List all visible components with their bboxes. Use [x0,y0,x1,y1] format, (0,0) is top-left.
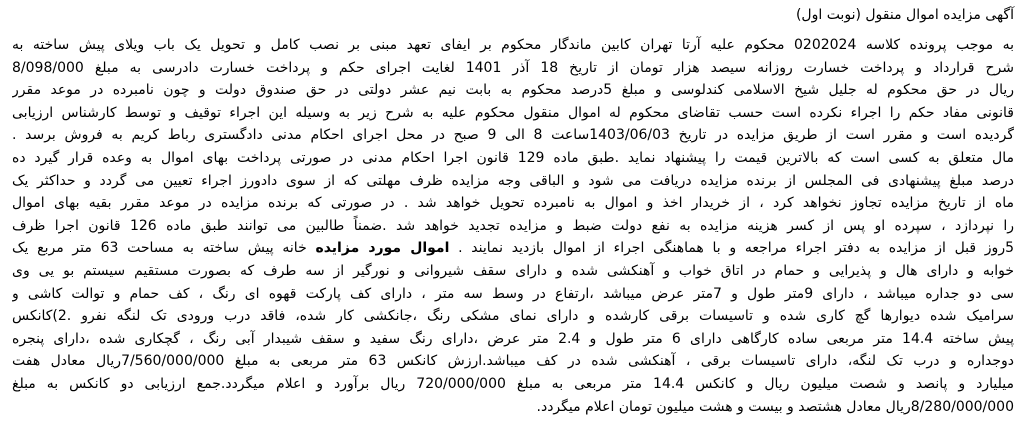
body-line-last: 8/280/000/000ریال معادل هشتصد و بیست و هشت میلیون تومان اعلام میگردد. [536,398,1014,415]
body-line: گردیده است و مقرر است از طریق مزایده در تاریخ 1403/06/03ساعت 8 الی 9 صبح در محل اجرای احکام مدنی دادگستری رباط کریم به فروش برسد . [12,127,1014,144]
body-line: به موجب پرونده کلاسه 0202024 محکوم علیه آرتا تهران کابین ماندگار محکوم بر ایفای تعهد مبنی بر نصب کامل و تحویل یک باب ویلای پیش ساخته به [12,37,1014,53]
body-line: میلیارد و پانصد و شصت میلیون ریال و کانکس 14.4 متر مربعی به مبلغ 720/000/000 ریال برآورد و اعلام میگردد.جمع ارزیابی دو کانکس به مبلغ [12,375,1014,392]
body-line: را نپردازد ، سپرده او پس از کسر هزینه مزایده به نفع دولت ضبط و مزایده تجدید خواهد شد .ضمناً طالبین می توانند طبق ماده 126 قانون اجرا ظرف [12,217,1014,234]
body-line: پیش ساخته 14.4 متر مربعی ساده کارگاهی دارای 6 متر طول و 2.4 متر عرض ،دارای رنگ سفید و سقف شیبدار آبی رنگ ، گچکاری شده ،دارای پنجره [12,330,1014,347]
body-line: شرح قرارداد و پرداخت خسارت روزانه سیصد هزار تومان از تاریخ 18 آذر 1401 لغایت اجرای حکم و پرداخت خسارت دادرسی به مبلغ 8/098/000 [12,59,1014,76]
body-text-segment: خانه پیش ساخته به مساحت 63 متر مربع یک [12,240,316,257]
body-line: قانونی مفاد حکم را اجراء نکرده است حسب تقاضای محکوم له اموال منقول محکوم علیه به شرح زیر به وسیله این اجراء توقیف و توسط کارشناس ارزیابی [12,104,1014,121]
body-line: ماه از تاریخ مزایده تجاوز نخواهد کرد ، از خریدار اخذ و اموال به نامبرده تحویل خواهد شد . در صورتی که برنده مزایده در موعد مقرر بقیه بهای اموال [12,195,1014,212]
document-body [12,34,1014,418]
body-text-segment: 5روز قبل از مزایده به دفتر اجراء مراجعه و با هماهنگی اجراء از اموال بازدید نمایند . [449,240,1014,257]
auction-items-heading: اموال مورد مزایده [315,240,450,257]
document-title: آگهی مزایده اموال منقول (نوبت اول) [795,7,1014,23]
body-line: دوجداره و درب تک لنگه، دارای تاسیسات برقی ، آهنکشی شده در کف میباشد.ارزش کانکس 63 متر مربعی به مبلغ 7/560/000/000ریال معادل هفت [12,353,1014,370]
body-line-with-bold [12,237,1014,260]
body-line: سی دو جداره میباشد ، دارای 9متر طول و 7متر عرض میباشد ،ارتفاع در وسط سه متر ، دارای کف پارکت قهوه ای رنگ ، کف حمام و توالت کاشی و [12,285,1014,302]
body-line: ریال در حق محکوم له جلیل شیخ الاسلامی کندلوسی و مبلغ 5درصد محکوم به بابت نیم عشر دولتی در حق صندوق دولت و چون نامبرده در موعد مقرر [12,82,1014,99]
body-line: درصد مبلغ پیشنهادی فی المجلس از برنده مزایده دریافت می شود و الباقی وجه مزایده ظرف مهلتی که از سوی دادورز اجراء تعیین می گردد و حداکثر یک [12,172,1014,189]
body-line: مال متعلق به کسی است که بالاترین قیمت را پیشنهاد نماید .طبق ماده 129 قانون اجرا احکام مدنی در صورتی پرداخت بهای اموال به وعده قرار گیرد ده [12,149,1014,166]
body-line: خوابه و دارای هال و پذیرایی و حمام در اتاق خواب و آهنکشی شده و دارای سقف شیروانی و نورگیر از سه طرف که بصورت مستقیم سیستم بو یی وی [12,262,1014,279]
body-line: سرامیک شده دیوارها گچ کاری شده و تاسیسات برقی کارشده و دارای نمای مشکی رنگ ،جانکشی کار شده، فاقد درب ورودی تک لنگه نفرو .2)کانکس [12,308,1014,325]
